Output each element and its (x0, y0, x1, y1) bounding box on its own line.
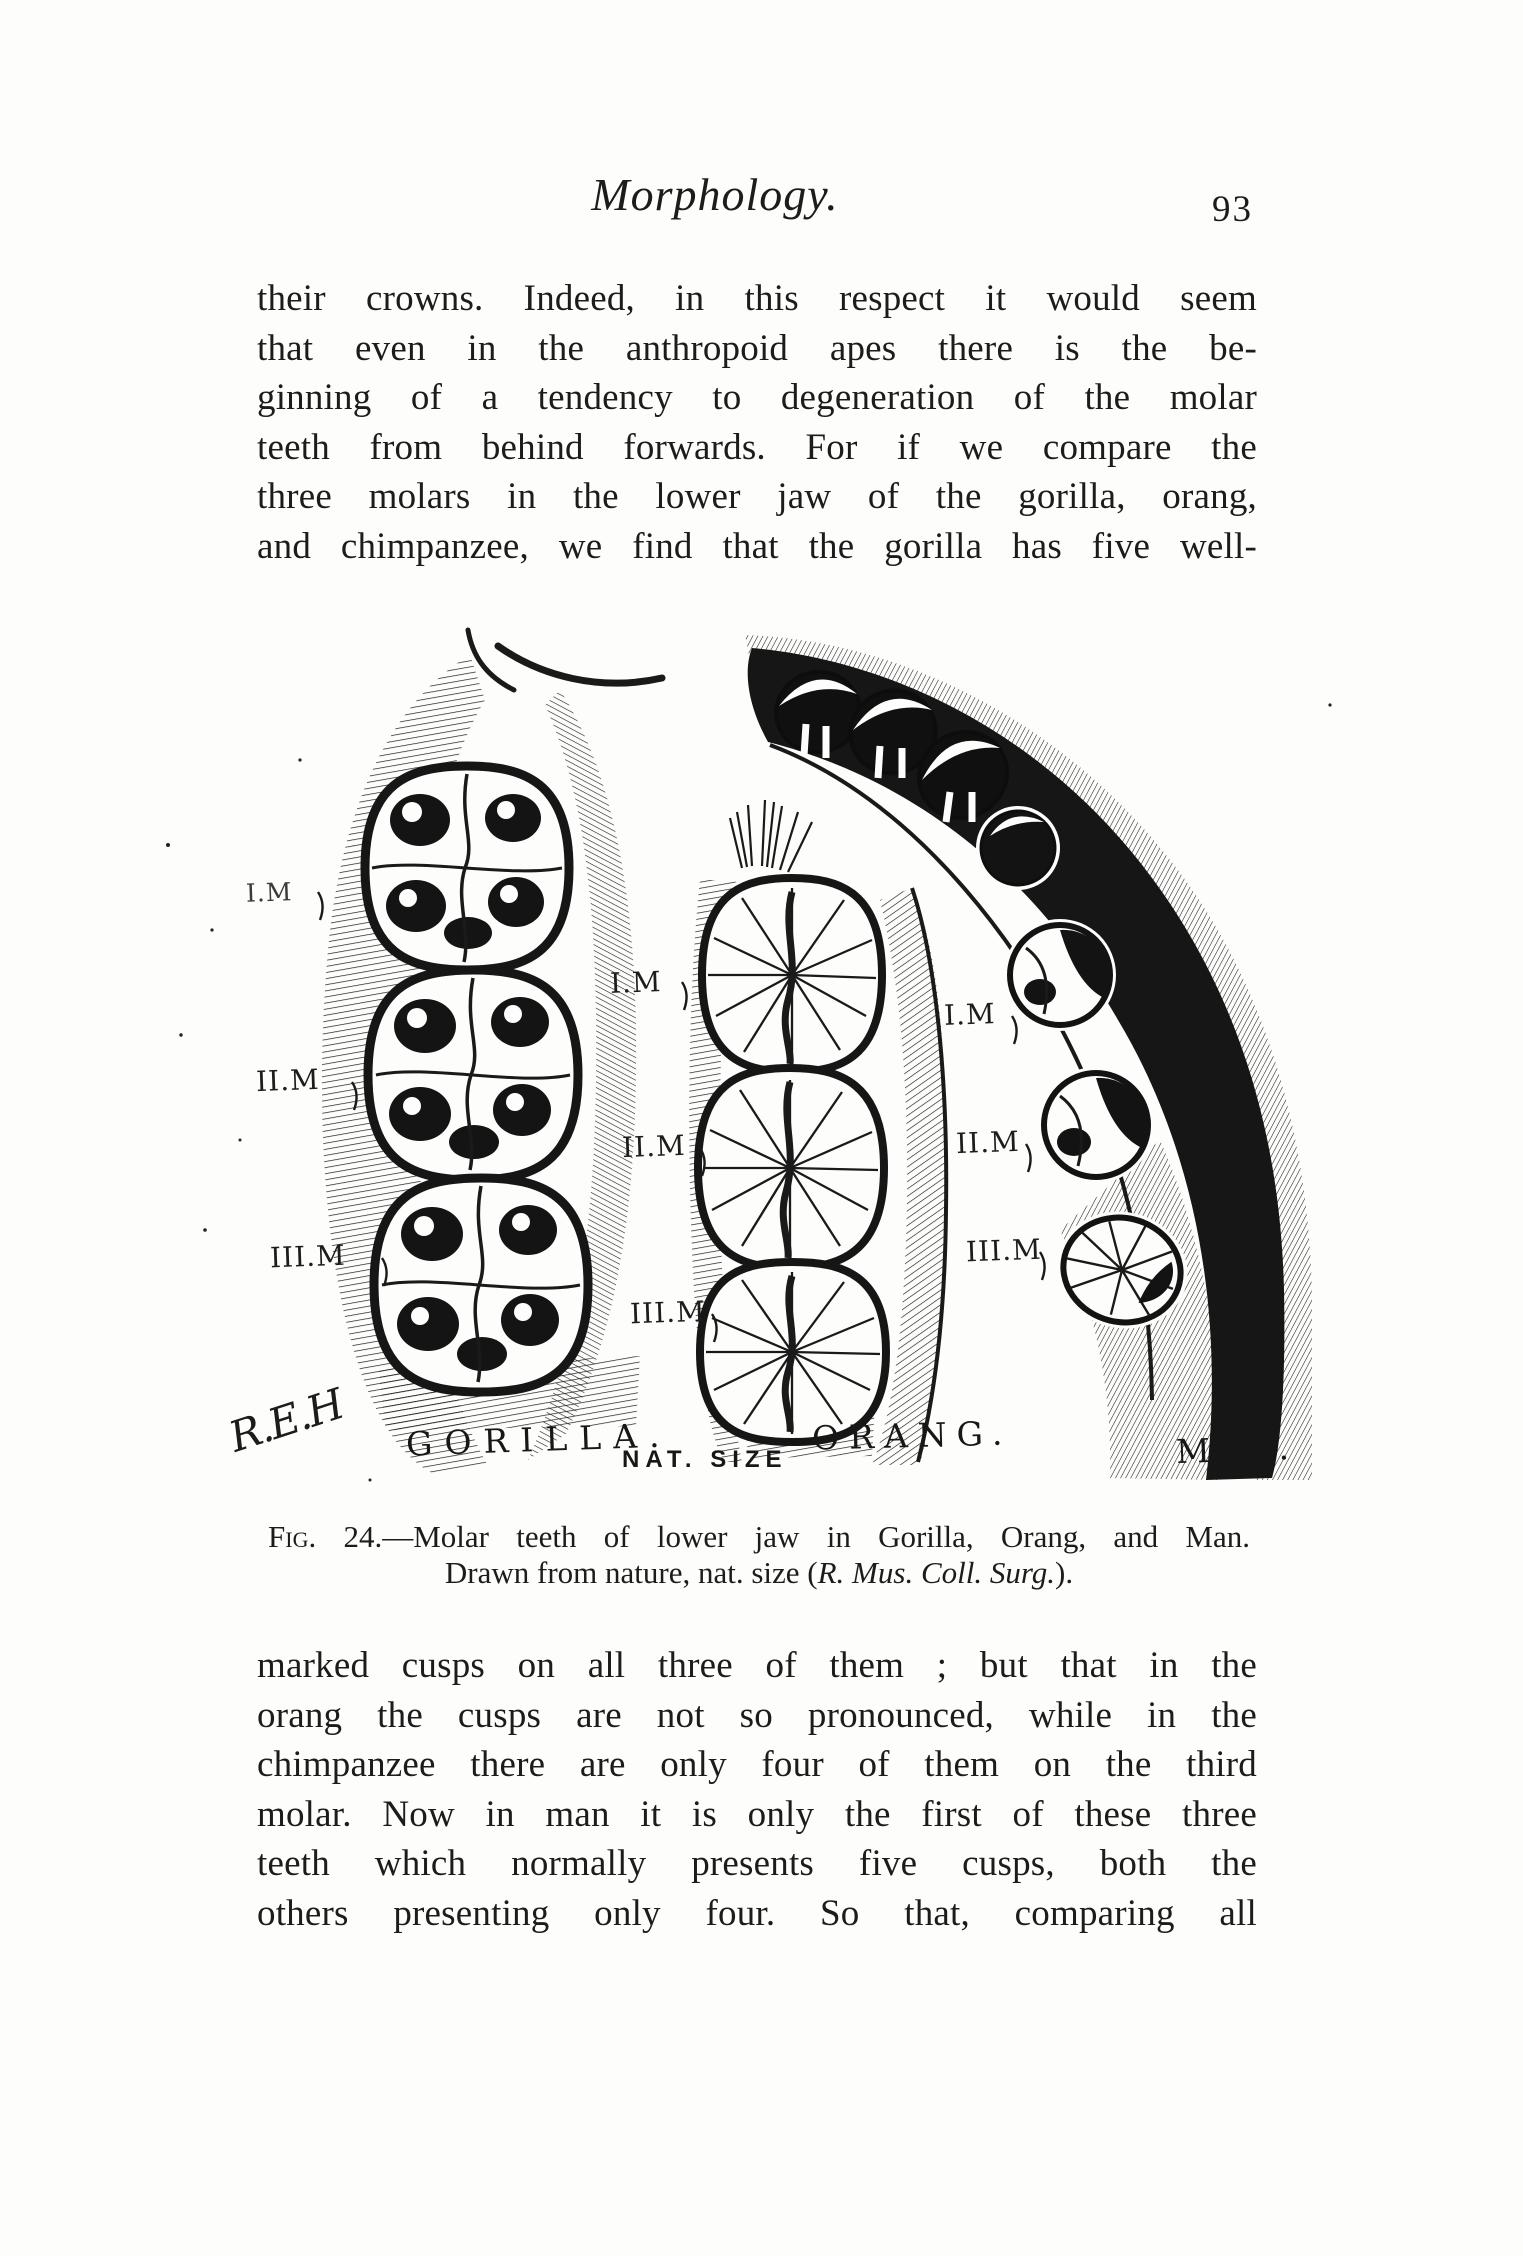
text-line: molar. Now in man it is only the first of these three (257, 1793, 1257, 1835)
running-head: Morphology. (591, 169, 839, 220)
paragraph-bottom (257, 1641, 1257, 1938)
text-line: three molars in the lower jaw of the gorilla, orang, (257, 476, 1257, 517)
text-line: chimpanzee there are only four of them on the third (257, 1744, 1257, 1785)
text-line: and chimpanzee, we find that the gorilla has five well- (257, 525, 1257, 567)
molar-engraving (140, 590, 1360, 1500)
text-line: others presenting only four. So that, comparing all (257, 1892, 1257, 1934)
figure-caption-line1 (268, 1520, 1250, 1554)
text-line: ginning of a tendency to degeneration of the molar (257, 377, 1257, 418)
caption-text: ). (1055, 1555, 1074, 1590)
figure-24 (140, 590, 1360, 1500)
text-line: that even in the anthropoid apes there is the be- (257, 327, 1257, 369)
label-gorilla-m1: I.M (245, 877, 293, 908)
caption-text: Drawn from nature, nat. size ( (444, 1555, 818, 1590)
text-line: teeth which normally presents five cusps, both the (257, 1843, 1257, 1884)
page-number: 93 (1212, 189, 1253, 230)
orang-jaw (689, 800, 946, 1465)
label-orang: ORANG. (811, 1413, 1013, 1458)
caption-source: R. Mus. Coll. Surg. (817, 1555, 1056, 1590)
label-gorilla: GORILLA. (405, 1415, 673, 1464)
label-orang-m1: I.M (609, 965, 663, 1000)
figure-number: Fig. 24. (268, 1519, 383, 1554)
text-line: their crowns. Indeed, in this respect it would seem (257, 278, 1257, 319)
paragraph-top (257, 274, 1257, 571)
figure-caption-line2 (268, 1556, 1250, 1590)
label-man-m3: III.M (965, 1232, 1043, 1269)
label-man-m1: I.M (943, 997, 997, 1032)
text-line: marked cusps on all three of them ; but that in the (257, 1645, 1257, 1686)
caption-text: —Molar teeth of lower jaw in Gorilla, Orang, and Man. (382, 1519, 1250, 1554)
label-gorilla-m3: III.M (269, 1238, 347, 1275)
label-man: MAN. (1175, 1427, 1296, 1472)
text-line: teeth from behind forwards. For if we compare the (257, 426, 1257, 468)
text-line: orang the cusps are not so pronounced, while in the (257, 1694, 1257, 1736)
gorilla-jaw (322, 630, 662, 1475)
label-orang-m2: II.M (621, 1128, 687, 1165)
label-orang-m3: III.M (629, 1294, 707, 1331)
label-man-m2: II.M (955, 1124, 1021, 1161)
label-nat-size: NAT. SIZE (622, 1446, 788, 1473)
label-gorilla-m2: II.M (255, 1062, 321, 1099)
artist-monogram: R.E.H (223, 1379, 349, 1462)
